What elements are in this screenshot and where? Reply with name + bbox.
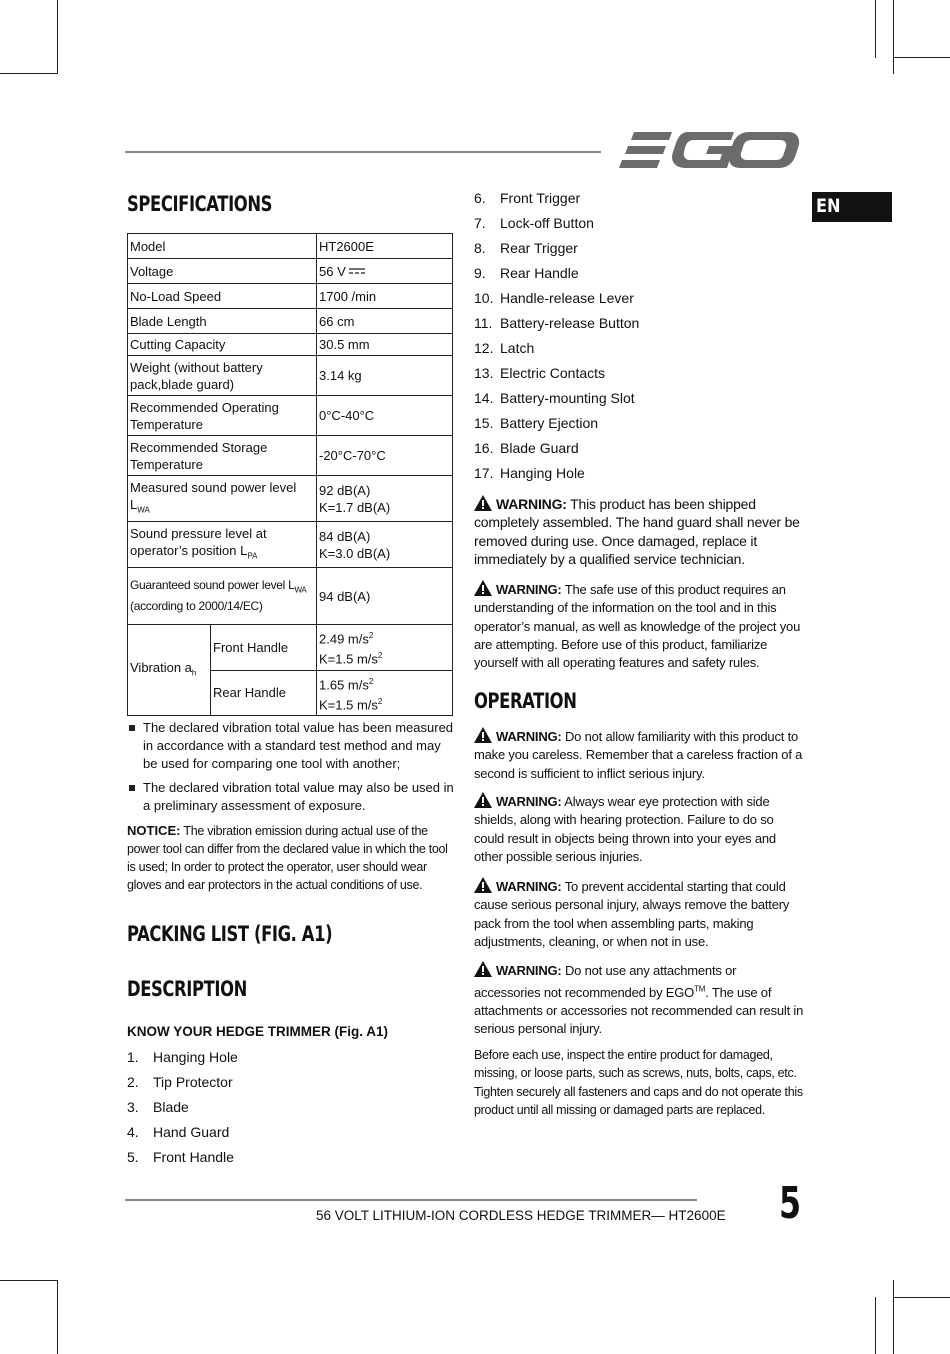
- list-item: 9. Rear Handle: [474, 265, 579, 281]
- spec-value: 1700 /min: [317, 284, 453, 309]
- description-heading: DESCRIPTION: [127, 977, 247, 1001]
- warning-triangle-icon: [474, 580, 492, 596]
- warning-triangle-icon: [474, 495, 492, 511]
- specifications-table: [127, 233, 453, 716]
- footer-rule: [125, 1199, 697, 1201]
- header-rule: [125, 151, 601, 153]
- list-item: 3. Blade: [127, 1099, 189, 1115]
- list-item: 17. Hanging Hole: [474, 465, 585, 481]
- warning-block: [474, 580, 804, 672]
- spec-label: Measured sound power level $L_{WA}$: [128, 476, 317, 522]
- spec-label: Model: [128, 234, 317, 259]
- spec-value: 3.14 kg: [317, 356, 453, 396]
- table-row: [128, 522, 453, 568]
- list-item: 11. Battery-release Button: [474, 315, 640, 331]
- spec-value: 66 cm: [317, 309, 453, 334]
- crop-mark: [893, 0, 894, 74]
- warning-label: WARNING:: [496, 729, 562, 744]
- list-item: 2. Tip Protector: [127, 1074, 233, 1090]
- warning-block: [474, 961, 804, 1039]
- warning-block: [474, 727, 804, 783]
- table-row: [128, 334, 453, 356]
- list-item: 14. Battery-mounting Slot: [474, 390, 635, 406]
- warning-triangle-icon: [474, 727, 492, 743]
- specifications-heading: SPECIFICATIONS: [127, 192, 273, 216]
- warning-text: This product has been shipped completely assembled. The hand guard shall never be removed during use. Once damaged, replace it immediately by a qualified service technician.: [474, 496, 800, 567]
- table-row: [128, 356, 453, 396]
- list-item: The declared vibration total value may also be used in a preliminary assessment of exposure.: [127, 779, 457, 815]
- voltage-value: 56 V: [319, 263, 346, 279]
- table-row: [128, 309, 453, 334]
- warning-text: Do not use any attachments or accessories not recommended by EGO™. The use of attachments or accessories not recommended can result in serious personal injury.: [474, 963, 804, 1037]
- crop-mark: [875, 1297, 876, 1354]
- warning-triangle-icon: [474, 877, 492, 893]
- inspection-text: Before each use, inspect the entire product for damaged, missing, or loose parts, such as screws, nuts, bolts, caps, etc. Tighten securely all fasteners and caps and do not operate this product until all missing or damaged parts are replaced.: [474, 1048, 803, 1117]
- spec-value: -20°C-70°C: [317, 436, 453, 476]
- spec-value: 1.65 $m/s^2$ K=1.5 $m/s^2$: [317, 670, 453, 716]
- crop-mark: [875, 0, 876, 58]
- spec-label: Sound pressure level at operator’s position $L_{PA}$: [128, 522, 317, 568]
- spec-value: 0°C-40°C: [317, 396, 453, 436]
- warning-block: [474, 495, 804, 568]
- warning-label: WARNING:: [496, 794, 562, 809]
- spec-value: 2.49 $m/s^2$ K=1.5 $m/s^2$: [317, 625, 453, 671]
- operation-heading: OPERATION: [474, 689, 577, 713]
- table-row: [128, 284, 453, 309]
- list-item: 16. Blade Guard: [474, 440, 579, 456]
- spec-value: 92 dB(A) K=1.7 dB(A): [317, 476, 453, 522]
- notice-block: [127, 822, 459, 894]
- warning-label: WARNING:: [496, 879, 562, 894]
- notice-text: The vibration emission during actual use of the power tool can differ from the declared value in which the tool is used; In order to protect the operator, user should wear gloves and ear protectors in the actual conditions of use.: [127, 824, 448, 892]
- list-item: 5. Front Handle: [127, 1149, 234, 1165]
- table-row: [128, 436, 453, 476]
- warning-text: To prevent accidental starting that could cause serious personal injury, always remove the battery pack from the tool when assembling parts, making adjustments, cleaning, or when not in use.: [474, 879, 790, 949]
- warning-label: WARNING:: [496, 963, 562, 978]
- list-item: 7. Lock-off Button: [474, 215, 594, 231]
- parts-list-right: [474, 186, 639, 486]
- spec-label: Weight (without battery pack,blade guard): [128, 356, 317, 396]
- language-badge: EN: [812, 192, 892, 222]
- spec-value: [317, 259, 453, 284]
- crop-mark: [893, 57, 950, 58]
- warning-text: Always wear eye protection with side shields, along with hearing protection. Failure to do so could result in objects being thrown into your eyes and other possible serious injuries.: [474, 794, 776, 864]
- list-item: 13. Electric Contacts: [474, 365, 606, 381]
- table-row: [128, 625, 453, 671]
- list-item: 10. Handle-release Lever: [474, 290, 634, 306]
- warning-text: Do not allow familiarity with this product to make you careless. Remember that a careless fraction of a second is sufficient to inflict serious injury.: [474, 729, 803, 781]
- spec-label: Recommended Operating Temperature: [128, 396, 317, 436]
- warning-triangle-icon: [474, 792, 492, 808]
- list-item: 6. Front Trigger: [474, 190, 581, 206]
- spec-label: Recommended Storage Temperature: [128, 436, 317, 476]
- warning-label: WARNING:: [496, 582, 562, 597]
- list-item: 15. Battery Ejection: [474, 415, 599, 431]
- table-row: [128, 568, 453, 625]
- footer-title: 56 VOLT LITHIUM-ION CORDLESS HEDGE TRIMMER— HT2600E: [316, 1208, 726, 1223]
- spec-value: HT2600E: [317, 234, 453, 259]
- spec-value: 84 dB(A) K=3.0 dB(A): [317, 522, 453, 568]
- warning-triangle-icon: [474, 961, 492, 977]
- crop-mark: [0, 1280, 58, 1281]
- table-row: [128, 259, 453, 284]
- warning-label: WARNING:: [496, 496, 567, 512]
- notice-label: NOTICE:: [127, 823, 181, 838]
- page-number: 5: [779, 1178, 802, 1229]
- packing-list-heading: PACKING LIST (FIG. A1): [127, 922, 333, 946]
- spec-label: Guaranteed sound power level $L_{WA}$ (according to 2000/14/EC): [128, 568, 317, 625]
- crop-mark: [893, 1280, 894, 1354]
- spec-label: Front Handle: [211, 625, 317, 671]
- parts-list-left: [127, 1045, 238, 1170]
- crop-mark: [57, 1280, 58, 1354]
- crop-mark: [57, 0, 58, 74]
- table-row: [128, 476, 453, 522]
- vibration-notes: [127, 719, 457, 821]
- dc-symbol-icon: [349, 267, 365, 275]
- spec-label: Blade Length: [128, 309, 317, 334]
- spec-value: 30.5 mm: [317, 334, 453, 356]
- spec-label: No-Load Speed: [128, 284, 317, 309]
- table-row: [128, 396, 453, 436]
- list-item: 8. Rear Trigger: [474, 240, 578, 256]
- crop-mark: [893, 1297, 950, 1298]
- warning-block: [474, 877, 804, 951]
- list-item: 12. Latch: [474, 340, 535, 356]
- know-your-trimmer-heading: KNOW YOUR HEDGE TRIMMER (Fig. A1): [127, 1024, 388, 1039]
- table-row: [128, 234, 453, 259]
- warning-block: [474, 792, 804, 866]
- spec-label: Cutting Capacity: [128, 334, 317, 356]
- crop-mark: [0, 73, 58, 74]
- list-item: The declared vibration total value has been measured in accordance with a standard test method and may be used for comparing one tool with another;: [127, 719, 457, 773]
- warning-text: The safe use of this product requires an understanding of the information on the tool and in this operator’s manual, as well as knowledge of the project you are attempting. Before use of this product, familiarize yourself with all operating features and safety rules.: [474, 582, 801, 671]
- spec-label: Vibration $a_h$: [128, 625, 211, 716]
- ego-logo: [616, 128, 800, 172]
- list-item: 1. Hanging Hole: [127, 1049, 238, 1065]
- spec-value: 94 dB(A): [317, 568, 453, 625]
- spec-label: Rear Handle: [211, 670, 317, 716]
- list-item: 4. Hand Guard: [127, 1124, 230, 1140]
- spec-label: Voltage: [128, 259, 317, 284]
